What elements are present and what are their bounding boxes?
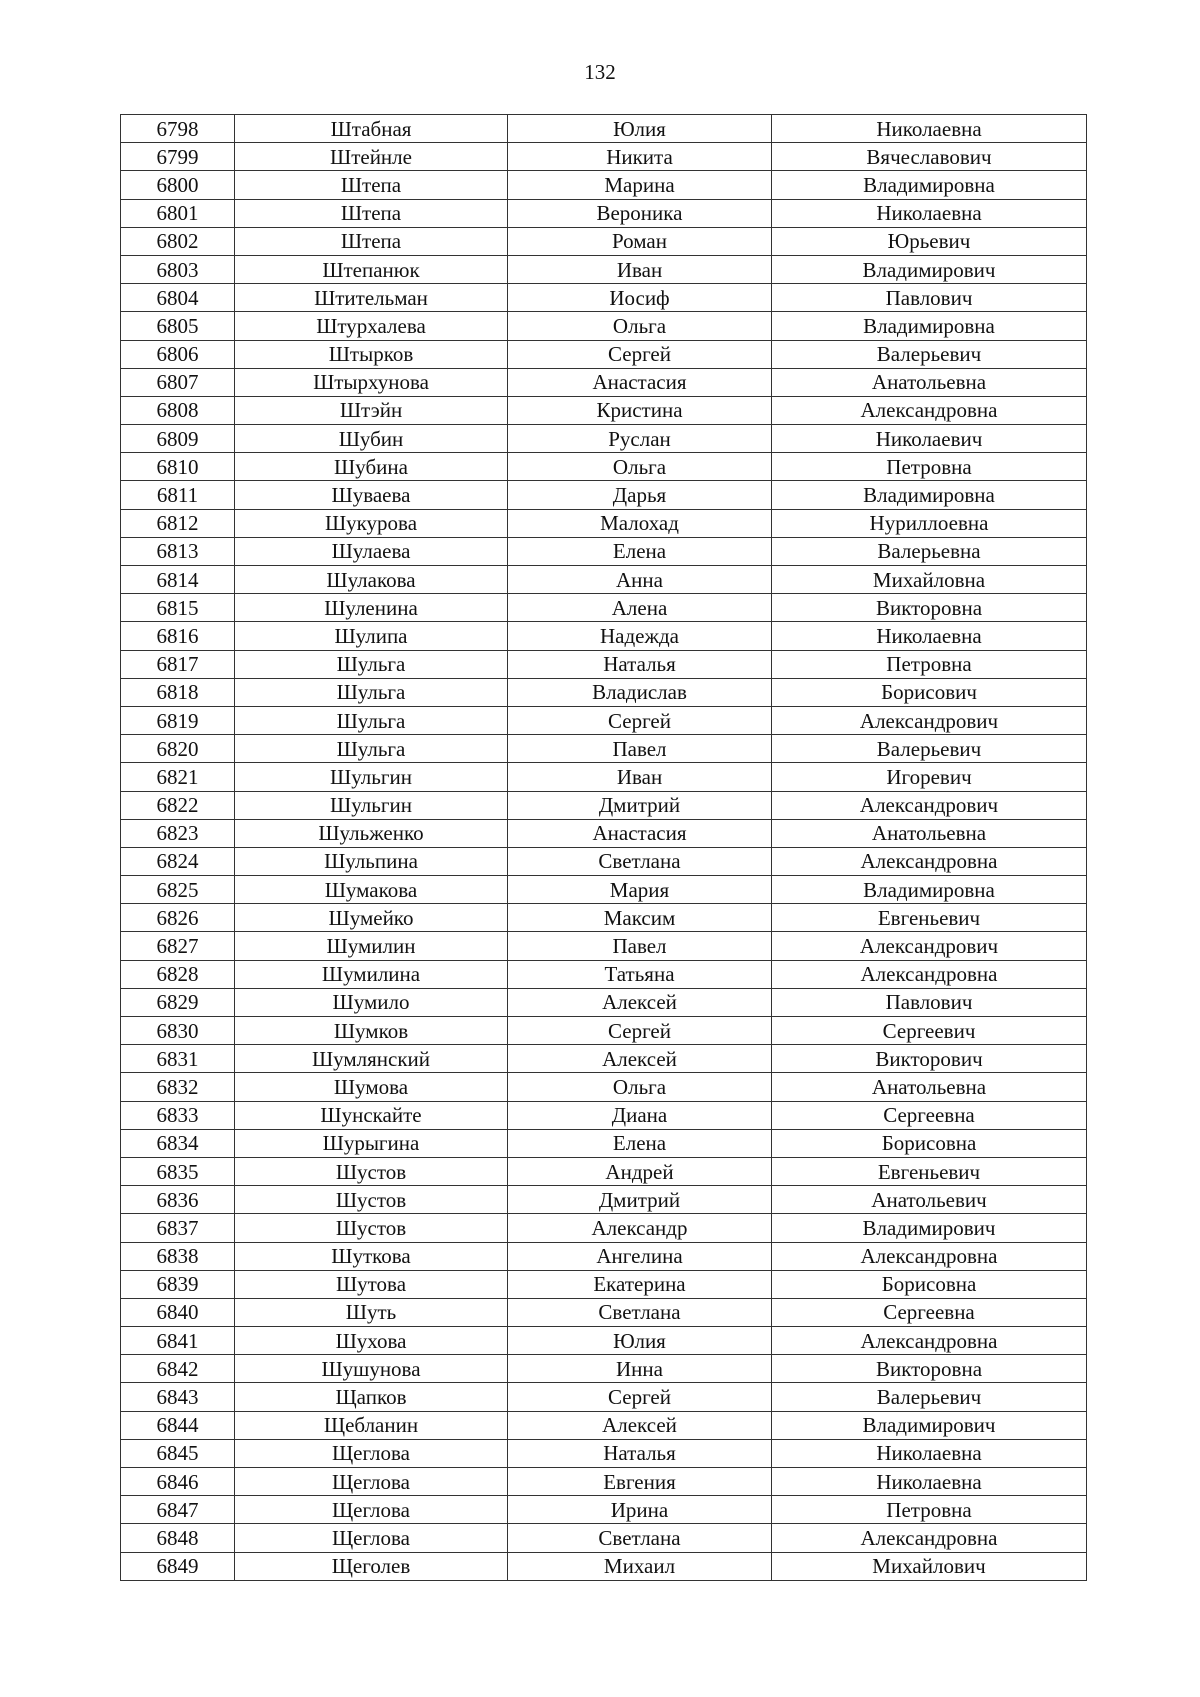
table-row: [121, 115, 1087, 143]
surname-cell: Шурыгина: [235, 1129, 508, 1157]
table-row: [121, 1298, 1087, 1326]
first-name-cell: Павел: [508, 735, 772, 763]
first-name-cell: Роман: [508, 227, 772, 255]
patronymic-cell: Павлович: [772, 988, 1087, 1016]
patronymic-cell: Юрьевич: [772, 227, 1087, 255]
surname-cell: Штырхунова: [235, 368, 508, 396]
patronymic-cell: Александровна: [772, 960, 1087, 988]
first-name-cell: Иосиф: [508, 284, 772, 312]
row-number-cell: 6841: [121, 1327, 235, 1355]
patronymic-cell: Владимировна: [772, 876, 1087, 904]
table-row: [121, 312, 1087, 340]
row-number-cell: 6812: [121, 509, 235, 537]
row-number-cell: 6808: [121, 396, 235, 424]
row-number-cell: 6843: [121, 1383, 235, 1411]
row-number-cell: 6803: [121, 255, 235, 283]
row-number-cell: 6838: [121, 1242, 235, 1270]
surname-cell: Шульженко: [235, 819, 508, 847]
row-number-cell: 6820: [121, 735, 235, 763]
row-number-cell: 6828: [121, 960, 235, 988]
patronymic-cell: Валерьевич: [772, 1383, 1087, 1411]
patronymic-cell: Валерьевич: [772, 340, 1087, 368]
first-name-cell: Руслан: [508, 425, 772, 453]
row-number-cell: 6813: [121, 537, 235, 565]
table-row: [121, 876, 1087, 904]
table-row: [121, 1214, 1087, 1242]
surname-cell: Шуть: [235, 1298, 508, 1326]
row-number-cell: 6837: [121, 1214, 235, 1242]
patronymic-cell: Александровна: [772, 1524, 1087, 1552]
row-number-cell: 6810: [121, 453, 235, 481]
patronymic-cell: Сергеевич: [772, 1017, 1087, 1045]
surname-cell: Шухова: [235, 1327, 508, 1355]
row-number-cell: 6842: [121, 1355, 235, 1383]
table-row: [121, 481, 1087, 509]
row-number-cell: 6814: [121, 566, 235, 594]
row-number-cell: 6817: [121, 650, 235, 678]
table-row: [121, 1439, 1087, 1467]
row-number-cell: 6845: [121, 1439, 235, 1467]
table-row: [121, 566, 1087, 594]
row-number-cell: 6823: [121, 819, 235, 847]
surname-cell: Шульга: [235, 735, 508, 763]
first-name-cell: Никита: [508, 143, 772, 171]
patronymic-cell: Анатольевна: [772, 819, 1087, 847]
patronymic-cell: Петровна: [772, 453, 1087, 481]
row-number-cell: 6834: [121, 1129, 235, 1157]
patronymic-cell: Сергеевна: [772, 1101, 1087, 1129]
patronymic-cell: Борисовна: [772, 1129, 1087, 1157]
table-row: [121, 932, 1087, 960]
surname-cell: Шульга: [235, 678, 508, 706]
first-name-cell: Андрей: [508, 1157, 772, 1185]
row-number-cell: 6833: [121, 1101, 235, 1129]
patronymic-cell: Валерьевна: [772, 537, 1087, 565]
surname-cell: Шустов: [235, 1186, 508, 1214]
first-name-cell: Ольга: [508, 1073, 772, 1101]
table-row: [121, 1045, 1087, 1073]
first-name-cell: Иван: [508, 763, 772, 791]
table-row: [121, 1496, 1087, 1524]
surname-cell: Шукурова: [235, 509, 508, 537]
patronymic-cell: Викторовна: [772, 594, 1087, 622]
surname-cell: Шумакова: [235, 876, 508, 904]
row-number-cell: 6805: [121, 312, 235, 340]
surname-cell: Шумова: [235, 1073, 508, 1101]
table-row: [121, 678, 1087, 706]
roster-table: [120, 114, 1087, 1581]
row-number-cell: 6818: [121, 678, 235, 706]
table-row: [121, 1101, 1087, 1129]
surname-cell: Шушунова: [235, 1355, 508, 1383]
row-number-cell: 6821: [121, 763, 235, 791]
row-number-cell: 6826: [121, 904, 235, 932]
patronymic-cell: Владимировна: [772, 312, 1087, 340]
row-number-cell: 6846: [121, 1468, 235, 1496]
table-row: [121, 1270, 1087, 1298]
row-number-cell: 6804: [121, 284, 235, 312]
patronymic-cell: Александровна: [772, 1327, 1087, 1355]
row-number-cell: 6824: [121, 847, 235, 875]
row-number-cell: 6847: [121, 1496, 235, 1524]
first-name-cell: Сергей: [508, 340, 772, 368]
roster-body: [121, 115, 1087, 1581]
row-number-cell: 6848: [121, 1524, 235, 1552]
patronymic-cell: Игоревич: [772, 763, 1087, 791]
patronymic-cell: Владимирович: [772, 1214, 1087, 1242]
patronymic-cell: Николаевна: [772, 115, 1087, 143]
first-name-cell: Сергей: [508, 1017, 772, 1045]
first-name-cell: Светлана: [508, 1524, 772, 1552]
surname-cell: Шульпина: [235, 847, 508, 875]
patronymic-cell: Александрович: [772, 706, 1087, 734]
row-number-cell: 6836: [121, 1186, 235, 1214]
patronymic-cell: Николаевна: [772, 1439, 1087, 1467]
surname-cell: Щебланин: [235, 1411, 508, 1439]
row-number-cell: 6849: [121, 1552, 235, 1580]
row-number-cell: 6801: [121, 199, 235, 227]
first-name-cell: Наталья: [508, 1439, 772, 1467]
patronymic-cell: Петровна: [772, 1496, 1087, 1524]
row-number-cell: 6835: [121, 1157, 235, 1185]
row-number-cell: 6825: [121, 876, 235, 904]
first-name-cell: Вероника: [508, 199, 772, 227]
surname-cell: Штепа: [235, 171, 508, 199]
table-row: [121, 509, 1087, 537]
row-number-cell: 6798: [121, 115, 235, 143]
surname-cell: Шуваева: [235, 481, 508, 509]
patronymic-cell: Вячеславович: [772, 143, 1087, 171]
table-row: [121, 735, 1087, 763]
surname-cell: Шубин: [235, 425, 508, 453]
first-name-cell: Сергей: [508, 1383, 772, 1411]
row-number-cell: 6831: [121, 1045, 235, 1073]
table-row: [121, 143, 1087, 171]
first-name-cell: Анастасия: [508, 819, 772, 847]
patronymic-cell: Александрович: [772, 791, 1087, 819]
table-row: [121, 763, 1087, 791]
table-row: [121, 1411, 1087, 1439]
patronymic-cell: Николаевна: [772, 1468, 1087, 1496]
row-number-cell: 6819: [121, 706, 235, 734]
first-name-cell: Ирина: [508, 1496, 772, 1524]
table-row: [121, 1017, 1087, 1045]
surname-cell: Штейнле: [235, 143, 508, 171]
row-number-cell: 6844: [121, 1411, 235, 1439]
first-name-cell: Владислав: [508, 678, 772, 706]
patronymic-cell: Валерьевич: [772, 735, 1087, 763]
first-name-cell: Светлана: [508, 847, 772, 875]
first-name-cell: Павел: [508, 932, 772, 960]
first-name-cell: Евгения: [508, 1468, 772, 1496]
surname-cell: Шумилина: [235, 960, 508, 988]
first-name-cell: Надежда: [508, 622, 772, 650]
table-row: [121, 227, 1087, 255]
first-name-cell: Анна: [508, 566, 772, 594]
first-name-cell: Ангелина: [508, 1242, 772, 1270]
patronymic-cell: Евгеньевич: [772, 1157, 1087, 1185]
row-number-cell: 6806: [121, 340, 235, 368]
patronymic-cell: Анатольевич: [772, 1186, 1087, 1214]
row-number-cell: 6839: [121, 1270, 235, 1298]
table-row: [121, 1552, 1087, 1580]
table-row: [121, 1186, 1087, 1214]
surname-cell: Шумейко: [235, 904, 508, 932]
patronymic-cell: Михайлович: [772, 1552, 1087, 1580]
table-row: [121, 650, 1087, 678]
first-name-cell: Инна: [508, 1355, 772, 1383]
first-name-cell: Иван: [508, 255, 772, 283]
row-number-cell: 6802: [121, 227, 235, 255]
surname-cell: Шутова: [235, 1270, 508, 1298]
table-row: [121, 904, 1087, 932]
patronymic-cell: Александрович: [772, 932, 1087, 960]
patronymic-cell: Петровна: [772, 650, 1087, 678]
patronymic-cell: Александровна: [772, 396, 1087, 424]
table-row: [121, 255, 1087, 283]
patronymic-cell: Владимирович: [772, 255, 1087, 283]
first-name-cell: Дмитрий: [508, 791, 772, 819]
row-number-cell: 6811: [121, 481, 235, 509]
surname-cell: Штэйн: [235, 396, 508, 424]
first-name-cell: Сергей: [508, 706, 772, 734]
table-row: [121, 171, 1087, 199]
table-row: [121, 706, 1087, 734]
first-name-cell: Алексей: [508, 1411, 772, 1439]
table-row: [121, 1157, 1087, 1185]
table-row: [121, 1468, 1087, 1496]
row-number-cell: 6816: [121, 622, 235, 650]
surname-cell: Шумлянский: [235, 1045, 508, 1073]
surname-cell: Штительман: [235, 284, 508, 312]
row-number-cell: 6800: [121, 171, 235, 199]
page-number: 132: [584, 60, 616, 84]
first-name-cell: Дарья: [508, 481, 772, 509]
first-name-cell: Кристина: [508, 396, 772, 424]
first-name-cell: Юлия: [508, 115, 772, 143]
surname-cell: Шуленина: [235, 594, 508, 622]
surname-cell: Штурхалева: [235, 312, 508, 340]
table-row: [121, 819, 1087, 847]
table-row: [121, 988, 1087, 1016]
patronymic-cell: Борисович: [772, 678, 1087, 706]
row-number-cell: 6799: [121, 143, 235, 171]
surname-cell: Шулаева: [235, 537, 508, 565]
surname-cell: Штепа: [235, 227, 508, 255]
first-name-cell: Малохад: [508, 509, 772, 537]
table-row: [121, 1327, 1087, 1355]
first-name-cell: Марина: [508, 171, 772, 199]
patronymic-cell: Владимировна: [772, 481, 1087, 509]
first-name-cell: Юлия: [508, 1327, 772, 1355]
surname-cell: Шульга: [235, 650, 508, 678]
first-name-cell: Алексей: [508, 1045, 772, 1073]
table-row: [121, 847, 1087, 875]
table-row: [121, 1383, 1087, 1411]
table-row: [121, 284, 1087, 312]
first-name-cell: Александр: [508, 1214, 772, 1242]
surname-cell: Штырков: [235, 340, 508, 368]
row-number-cell: 6815: [121, 594, 235, 622]
patronymic-cell: Сергеевна: [772, 1298, 1087, 1326]
surname-cell: Шумков: [235, 1017, 508, 1045]
row-number-cell: 6809: [121, 425, 235, 453]
table-row: [121, 1355, 1087, 1383]
table-row: [121, 199, 1087, 227]
patronymic-cell: Евгеньевич: [772, 904, 1087, 932]
patronymic-cell: Павлович: [772, 284, 1087, 312]
surname-cell: Шумило: [235, 988, 508, 1016]
table-row: [121, 425, 1087, 453]
patronymic-cell: Михайловна: [772, 566, 1087, 594]
surname-cell: Щеголев: [235, 1552, 508, 1580]
row-number-cell: 6827: [121, 932, 235, 960]
surname-cell: Шунскайте: [235, 1101, 508, 1129]
patronymic-cell: Нуриллоевна: [772, 509, 1087, 537]
first-name-cell: Алена: [508, 594, 772, 622]
first-name-cell: Татьяна: [508, 960, 772, 988]
first-name-cell: Екатерина: [508, 1270, 772, 1298]
first-name-cell: Диана: [508, 1101, 772, 1129]
first-name-cell: Светлана: [508, 1298, 772, 1326]
patronymic-cell: Борисовна: [772, 1270, 1087, 1298]
first-name-cell: Елена: [508, 537, 772, 565]
table-row: [121, 453, 1087, 481]
table-row: [121, 1524, 1087, 1552]
patronymic-cell: Владимирович: [772, 1411, 1087, 1439]
patronymic-cell: Анатольевна: [772, 368, 1087, 396]
table-row: [121, 1242, 1087, 1270]
first-name-cell: Анастасия: [508, 368, 772, 396]
first-name-cell: Ольга: [508, 312, 772, 340]
surname-cell: Шумилин: [235, 932, 508, 960]
row-number-cell: 6832: [121, 1073, 235, 1101]
table-row: [121, 622, 1087, 650]
row-number-cell: 6840: [121, 1298, 235, 1326]
surname-cell: Штепа: [235, 199, 508, 227]
table-row: [121, 396, 1087, 424]
patronymic-cell: Владимировна: [772, 171, 1087, 199]
patronymic-cell: Николаевич: [772, 425, 1087, 453]
first-name-cell: Дмитрий: [508, 1186, 772, 1214]
table-row: [121, 537, 1087, 565]
table-row: [121, 340, 1087, 368]
table-row: [121, 368, 1087, 396]
surname-cell: Щеглова: [235, 1496, 508, 1524]
row-number-cell: 6830: [121, 1017, 235, 1045]
first-name-cell: Михаил: [508, 1552, 772, 1580]
patronymic-cell: Анатольевна: [772, 1073, 1087, 1101]
row-number-cell: 6829: [121, 988, 235, 1016]
row-number-cell: 6822: [121, 791, 235, 819]
first-name-cell: Максим: [508, 904, 772, 932]
surname-cell: Щеглова: [235, 1524, 508, 1552]
surname-cell: Шубина: [235, 453, 508, 481]
surname-cell: Шустов: [235, 1214, 508, 1242]
table-row: [121, 1129, 1087, 1157]
table-row: [121, 960, 1087, 988]
first-name-cell: Наталья: [508, 650, 772, 678]
patronymic-cell: Николаевна: [772, 622, 1087, 650]
first-name-cell: Елена: [508, 1129, 772, 1157]
surname-cell: Щеглова: [235, 1439, 508, 1467]
surname-cell: Шульга: [235, 706, 508, 734]
row-number-cell: 6807: [121, 368, 235, 396]
surname-cell: Штабная: [235, 115, 508, 143]
surname-cell: Штепанюк: [235, 255, 508, 283]
first-name-cell: Алексей: [508, 988, 772, 1016]
table-row: [121, 1073, 1087, 1101]
patronymic-cell: Николаевна: [772, 199, 1087, 227]
first-name-cell: Ольга: [508, 453, 772, 481]
patronymic-cell: Александровна: [772, 1242, 1087, 1270]
surname-cell: Шульгин: [235, 791, 508, 819]
patronymic-cell: Александровна: [772, 847, 1087, 875]
surname-cell: Шулакова: [235, 566, 508, 594]
table-row: [121, 594, 1087, 622]
surname-cell: Щапков: [235, 1383, 508, 1411]
surname-cell: Шустов: [235, 1157, 508, 1185]
surname-cell: Шульгин: [235, 763, 508, 791]
first-name-cell: Мария: [508, 876, 772, 904]
patronymic-cell: Викторовна: [772, 1355, 1087, 1383]
surname-cell: Шуткова: [235, 1242, 508, 1270]
patronymic-cell: Викторович: [772, 1045, 1087, 1073]
surname-cell: Шулипа: [235, 622, 508, 650]
table-row: [121, 791, 1087, 819]
surname-cell: Щеглова: [235, 1468, 508, 1496]
